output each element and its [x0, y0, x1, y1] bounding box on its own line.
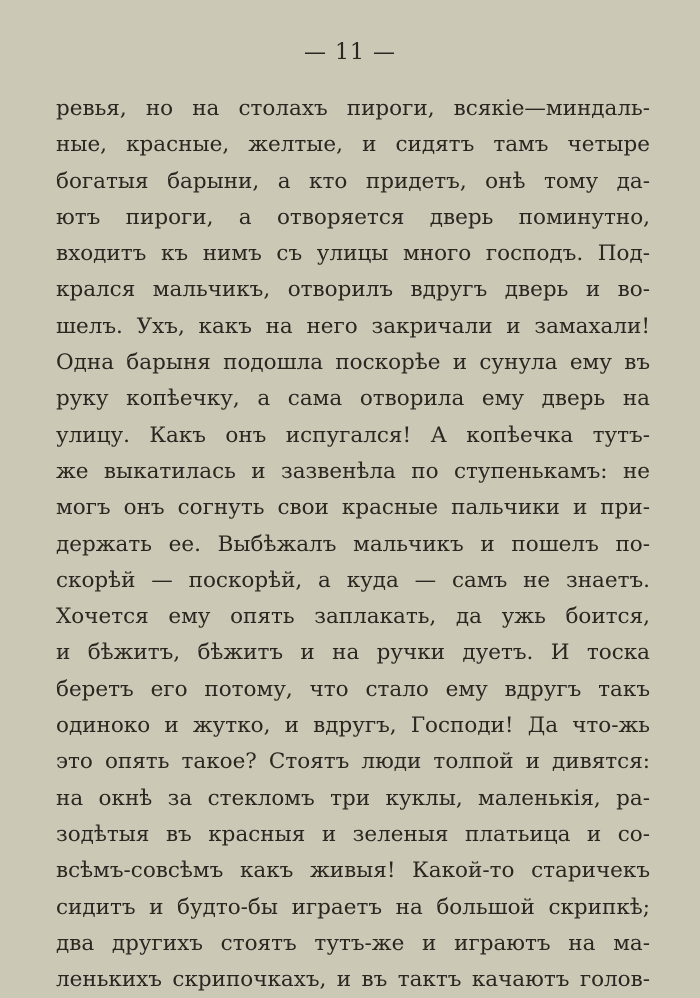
text-line: руку копѣечку, а сама отворила ему дверь на: [56, 386, 650, 412]
text-line: беретъ его потому, что стало ему вдругъ такъ: [56, 676, 650, 702]
text-line: и бѣжитъ, бѣжитъ и на ручки дуетъ. И тоска: [56, 640, 650, 666]
text-line: ные, красные, желтые, и сидятъ тамъ четыре: [56, 132, 650, 158]
text-line: сидитъ и будто-бы играетъ на большой скрипкѣ;: [56, 894, 650, 920]
text-line: два другихъ стоятъ тутъ-же и играютъ на ма-: [56, 930, 650, 956]
text-line: одиноко и жутко, и вдругъ, Господи! Да что-жь: [56, 713, 650, 739]
text-line: ютъ пироги, а отворяется дверь поминутно,: [56, 204, 650, 230]
text-line: всѣмъ-совсѣмъ какъ живыя! Какой-то старичекъ: [56, 858, 650, 884]
body-text: [56, 91, 650, 998]
text-line: на окнѣ за стекломъ три куклы, маленькія, ра-: [56, 785, 650, 811]
text-line: же выкатилась и зазвенѣла по ступенькамъ: не: [56, 458, 650, 484]
text-line: это опять такое? Стоятъ люди толпой и дивятся:: [56, 749, 650, 775]
text-line: могъ онъ согнуть свои красные пальчики и при-: [56, 495, 650, 521]
text-line: Хочется ему опять заплакать, да ужь боится,: [56, 604, 650, 630]
text-line: улицу. Какъ онъ испугался! А копѣечка тутъ-: [56, 422, 650, 448]
text-line: шелъ. Ухъ, какъ на него закричали и замахали!: [56, 313, 650, 339]
text-line: ленькихъ скрипочкахъ, и въ тактъ качаютъ голов-: [56, 967, 650, 993]
text-line: ревья, но на столахъ пироги, всякіе—миндаль-: [56, 96, 650, 121]
text-line: Одна барыня подошла поскорѣе и сунула ему въ: [56, 350, 650, 376]
text-line: крался мальчикъ, отворилъ вдругъ дверь и во-: [56, 277, 650, 303]
text-line: богатыя барыни, а кто придетъ, онѣ тому да-: [56, 168, 650, 194]
text-line: входитъ къ нимъ съ улицы много господъ. Под-: [56, 241, 650, 267]
text-line: зодѣтыя въ красныя и зеленыя платьица и со-: [56, 821, 650, 847]
page-number: — 11 —: [304, 40, 396, 65]
text-line: держать ее. Выбѣжалъ мальчикъ и пошелъ по-: [56, 531, 650, 557]
text-line: скорѣй — поскорѣй, а куда — самъ не знаетъ.: [56, 567, 650, 593]
